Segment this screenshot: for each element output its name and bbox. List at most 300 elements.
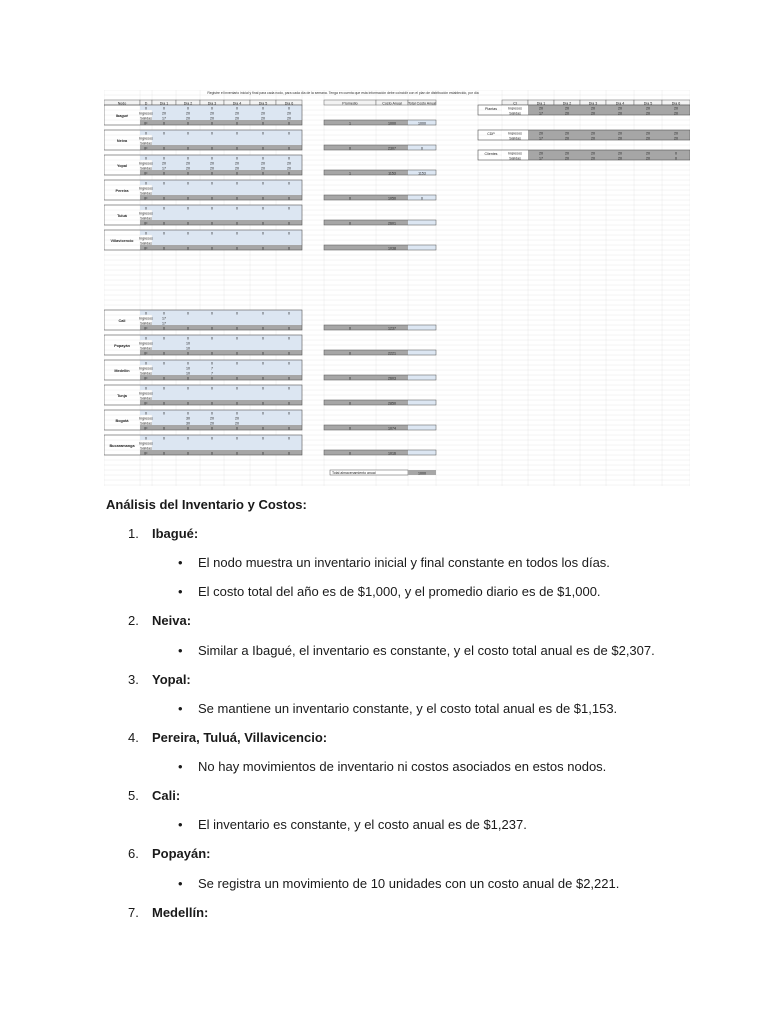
if-value: 0 — [163, 246, 165, 251]
costo-value: 1038 — [388, 246, 396, 251]
day-value: 20 — [261, 111, 265, 116]
item-number: 7. — [128, 905, 139, 920]
zero-day: 0 — [262, 436, 264, 441]
header-label: Día 2 — [183, 101, 193, 106]
right-value: 20 — [591, 136, 595, 141]
row-label: Ingresos — [139, 366, 153, 371]
item-title: Pereira, Tuluá, Villavicencio: — [152, 730, 328, 745]
zero-value: 0 — [145, 131, 147, 136]
total-value: 1000 — [418, 121, 426, 126]
costo-value: 1016 — [388, 451, 396, 456]
row-label: Salidas — [140, 216, 152, 221]
day-value: 20 — [235, 416, 239, 421]
right-value: 0 — [675, 151, 677, 156]
day-value: 20 — [162, 111, 166, 116]
costo-value: 1074 — [388, 426, 396, 431]
row-label: Salidas — [140, 191, 152, 196]
data-row — [152, 395, 302, 400]
header-label: D — [144, 101, 148, 106]
analysis-section — [106, 497, 726, 920]
node-name: Tunja — [117, 394, 127, 398]
bullet-icon: • — [178, 701, 183, 716]
row-label: Ingresos — [139, 136, 153, 141]
item-title: Medellín: — [152, 905, 209, 920]
total-cell — [408, 350, 436, 355]
zero-day: 0 — [187, 206, 189, 211]
right-header-label: Día 3 — [588, 101, 598, 106]
right-value: 20 — [674, 106, 678, 111]
row-label: Salidas — [140, 421, 152, 426]
if-value: 0 — [262, 196, 264, 201]
data-row — [152, 340, 302, 345]
zero-value: 0 — [145, 336, 147, 341]
data-row — [152, 240, 302, 245]
item-title: Neiva: — [152, 613, 192, 628]
zero-day: 0 — [236, 386, 238, 391]
zero-day: 0 — [163, 336, 165, 341]
if-value: 0 — [163, 146, 165, 151]
if-value: 0 — [187, 146, 189, 151]
if-value: 0 — [211, 146, 213, 151]
if-value: 0 — [288, 246, 290, 251]
data-row — [152, 185, 302, 190]
day-value: 20 — [235, 161, 239, 166]
zero-day: 0 — [262, 411, 264, 416]
right-header-label: Día 5 — [643, 101, 653, 106]
right-value: 20 — [591, 111, 595, 116]
zero-day: 0 — [211, 386, 213, 391]
node-name: Cali — [118, 319, 126, 323]
data-row — [152, 160, 302, 165]
right-value: 20 — [674, 136, 678, 141]
right-value: 20 — [646, 131, 650, 136]
total-value: 0 — [421, 196, 423, 201]
if-value: 0 — [262, 246, 264, 251]
day-value: 20 — [287, 116, 291, 121]
if-value: 0 — [236, 221, 238, 226]
zero-value: 0 — [145, 181, 147, 186]
day-value: 7 — [211, 371, 213, 376]
right-value: 20 — [646, 136, 650, 141]
data-row — [152, 115, 302, 120]
header-label: Promedio — [342, 101, 358, 106]
zero-day: 0 — [211, 131, 213, 136]
day-value: 20 — [261, 116, 265, 121]
if-value: 0 — [288, 376, 290, 381]
analysis-heading: Análisis del Inventario y Costos: — [106, 497, 307, 512]
header-label: Nodo — [117, 101, 127, 106]
row-label: Salidas — [140, 141, 152, 146]
if-value: 0 — [236, 196, 238, 201]
zero-day: 0 — [236, 311, 238, 316]
zero-value: 0 — [145, 436, 147, 441]
zero-day: 0 — [288, 311, 290, 316]
data-row — [152, 420, 302, 425]
zero-day: 0 — [211, 361, 213, 366]
if-value: 0 — [187, 326, 189, 331]
bullet-text: El nodo muestra un inventario inicial y final constante en todos los días. — [198, 555, 610, 570]
bullet-text: El inventario es constante, y el costo anual es de $1,237. — [198, 817, 527, 832]
right-value: 20 — [618, 156, 622, 161]
if-value: 0 — [288, 196, 290, 201]
zero-day: 0 — [187, 106, 189, 111]
if-value: 0 — [262, 376, 264, 381]
if-value: 0 — [163, 376, 165, 381]
data-row — [152, 345, 302, 350]
node-name: Neiva — [116, 139, 128, 143]
item-number: 2. — [128, 613, 139, 628]
costo-value: 2850 — [388, 401, 396, 406]
right-value: 20 — [591, 131, 595, 136]
zero-value: 0 — [145, 206, 147, 211]
if-value: 0 — [211, 196, 213, 201]
if-label: IF — [144, 326, 148, 331]
day-value: 20 — [186, 116, 190, 121]
zero-day: 0 — [262, 311, 264, 316]
costo-value: 2307 — [388, 146, 396, 151]
if-value: 0 — [163, 171, 165, 176]
header-label: Día 1 — [159, 101, 169, 106]
row-label: Salidas — [140, 241, 152, 246]
if-value: 0 — [187, 451, 189, 456]
row-label: Salidas — [140, 396, 152, 401]
if-value: 0 — [211, 351, 213, 356]
if-value: 0 — [262, 221, 264, 226]
spreadsheet-image — [104, 90, 690, 491]
if-value: 0 — [236, 326, 238, 331]
total-value: 0 — [421, 146, 423, 151]
spreadsheet-grid — [104, 90, 690, 486]
zero-day: 0 — [288, 436, 290, 441]
zero-row — [152, 410, 302, 415]
if-value: 0 — [262, 326, 264, 331]
day-value: 17 — [162, 116, 166, 121]
total-cell — [408, 220, 436, 225]
zero-row — [152, 385, 302, 390]
if-value: 0 — [288, 426, 290, 431]
zero-day: 0 — [163, 206, 165, 211]
if-value: 0 — [288, 146, 290, 151]
if-value: 0 — [187, 171, 189, 176]
if-value: 0 — [288, 351, 290, 356]
zero-day: 0 — [187, 336, 189, 341]
promedio-value: 0 — [349, 221, 351, 226]
zero-row — [152, 130, 302, 135]
day-value: 20 — [210, 161, 214, 166]
day-value: 20 — [210, 116, 214, 121]
bullet-text: No hay movimientos de inventario ni costos asociados en estos nodos. — [198, 759, 607, 774]
right-block-name: Plantas — [485, 107, 497, 111]
zero-row — [152, 155, 302, 160]
data-row — [152, 110, 302, 115]
if-label: IF — [144, 171, 148, 176]
right-row-label: Salidas — [509, 136, 521, 141]
right-header-label: Día 1 — [536, 101, 546, 106]
right-value: 20 — [565, 156, 569, 161]
zero-day: 0 — [262, 206, 264, 211]
row-label: Ingresos — [139, 161, 153, 166]
zero-day: 0 — [236, 336, 238, 341]
right-value: 20 — [565, 131, 569, 136]
right-value: 20 — [565, 111, 569, 116]
node-name: Bucaramanga — [109, 444, 135, 448]
if-value: 0 — [288, 401, 290, 406]
if-value: 0 — [187, 351, 189, 356]
if-label: IF — [144, 121, 148, 126]
right-header-label: Día 6 — [671, 101, 681, 106]
day-value: 20 — [287, 161, 291, 166]
day-value: 17 — [162, 316, 166, 321]
total-cell — [408, 450, 436, 455]
right-value: 20 — [539, 151, 543, 156]
if-label: IF — [144, 376, 148, 381]
day-value: 10 — [186, 366, 190, 371]
node-name: Bogotá — [115, 419, 129, 423]
row-label: Salidas — [140, 116, 152, 121]
data-row — [152, 320, 302, 325]
if-value: 0 — [163, 121, 165, 126]
if-value: 0 — [262, 426, 264, 431]
row-label: Ingresos — [139, 316, 153, 321]
row-label: Ingresos — [139, 441, 153, 446]
if-label: IF — [144, 401, 148, 406]
data-row — [152, 215, 302, 220]
zero-day: 0 — [187, 156, 189, 161]
bullet-text: Se mantiene un inventario constante, y el costo total anual es de $1,153. — [198, 701, 618, 716]
right-value: 17 — [539, 136, 543, 141]
promedio-value: 0 — [349, 351, 351, 356]
if-value: 0 — [163, 221, 165, 226]
header-label: Día 5 — [258, 101, 268, 106]
costo-value: 2603 — [388, 376, 396, 381]
promedio-cell — [324, 245, 376, 250]
if-value: 0 — [236, 146, 238, 151]
if-value: 0 — [211, 171, 213, 176]
row-label: Salidas — [140, 321, 152, 326]
zero-day: 0 — [163, 131, 165, 136]
day-value: 20 — [235, 116, 239, 121]
zero-day: 0 — [163, 106, 165, 111]
if-value: 0 — [288, 326, 290, 331]
right-value: 17 — [539, 111, 543, 116]
bullet-text: Se registra un movimiento de 10 unidades con un costo anual de $2,221. — [198, 876, 620, 891]
right-value: 20 — [539, 106, 543, 111]
bullet-text: Similar a Ibagué, el inventario es constante, y el costo total anual es de $2,307. — [198, 643, 655, 658]
zero-day: 0 — [262, 336, 264, 341]
costo-value: 2601 — [388, 221, 396, 226]
zero-row — [152, 360, 302, 365]
total-cell — [408, 375, 436, 380]
bullet-icon: • — [178, 759, 183, 774]
if-value: 0 — [187, 221, 189, 226]
if-value: 0 — [187, 121, 189, 126]
node-name: Tuluá — [117, 214, 127, 218]
data-row — [152, 440, 302, 445]
if-value: 0 — [163, 196, 165, 201]
zero-value: 0 — [145, 231, 147, 236]
if-value: 0 — [211, 426, 213, 431]
zero-value: 0 — [145, 106, 147, 111]
zero-day: 0 — [262, 156, 264, 161]
day-value: 20 — [162, 161, 166, 166]
zero-day: 0 — [163, 411, 165, 416]
if-value: 0 — [187, 246, 189, 251]
promedio-value: 1 — [349, 171, 351, 176]
right-row-label: Ingresos — [508, 106, 522, 111]
right-value: 20 — [646, 156, 650, 161]
costo-value: 1153 — [388, 171, 396, 176]
bullet-icon: • — [178, 643, 183, 658]
sheet-title: Registre el inventario inicial y final para cada nodo, para cada día de la semana. Tenga en cuenta que esta información debe coincidir con el plan de distribución establecido, por día — [207, 91, 479, 96]
zero-value: 0 — [145, 386, 147, 391]
costo-value: 1050 — [388, 196, 396, 201]
header-label: Costo Anual — [382, 101, 402, 106]
data-row — [152, 445, 302, 450]
zero-day: 0 — [236, 106, 238, 111]
if-value: 0 — [262, 451, 264, 456]
zero-row — [152, 335, 302, 340]
row-label: Salidas — [140, 166, 152, 171]
row-label: Ingresos — [139, 186, 153, 191]
data-row — [152, 415, 302, 420]
day-value: 10 — [186, 341, 190, 346]
bullet-text: El costo total del año es de $1,000, y el promedio diario es de $1,000. — [198, 584, 601, 599]
row-label: Ingresos — [139, 111, 153, 116]
zero-day: 0 — [187, 436, 189, 441]
day-value: 20 — [261, 161, 265, 166]
if-value: 0 — [211, 246, 213, 251]
bullet-icon: • — [178, 817, 183, 832]
if-label: IF — [144, 246, 148, 251]
day-value: 20 — [287, 166, 291, 171]
zero-day: 0 — [187, 411, 189, 416]
row-label: Ingresos — [139, 416, 153, 421]
item-title: Ibagué: — [152, 526, 199, 541]
right-value: 20 — [618, 151, 622, 156]
total-annual-value: 1000 — [418, 471, 426, 476]
right-value: 20 — [646, 111, 650, 116]
zero-day: 0 — [236, 231, 238, 236]
zero-day: 0 — [262, 106, 264, 111]
row-label: Ingresos — [139, 236, 153, 241]
zero-day: 0 — [211, 311, 213, 316]
costo-value: 1000 — [388, 121, 396, 126]
zero-day: 0 — [187, 386, 189, 391]
zero-day: 0 — [211, 436, 213, 441]
node-name: Ibagué — [115, 114, 129, 118]
zero-day: 0 — [211, 231, 213, 236]
row-label: Ingresos — [139, 391, 153, 396]
item-title: Cali: — [152, 788, 181, 803]
bullet-icon: • — [178, 555, 183, 570]
if-value: 0 — [211, 401, 213, 406]
if-value: 0 — [211, 221, 213, 226]
total-cell — [408, 400, 436, 405]
zero-day: 0 — [288, 131, 290, 136]
bullet-icon: • — [178, 876, 183, 891]
if-value: 0 — [236, 121, 238, 126]
if-value: 0 — [262, 401, 264, 406]
day-value: 20 — [186, 166, 190, 171]
zero-day: 0 — [163, 436, 165, 441]
zero-row — [152, 310, 302, 315]
zero-row — [152, 105, 302, 110]
zero-row — [152, 230, 302, 235]
right-header-label: Día 2 — [562, 101, 572, 106]
zero-day: 0 — [262, 181, 264, 186]
row-label: Salidas — [140, 446, 152, 451]
if-value: 0 — [187, 196, 189, 201]
row-label: Salidas — [140, 371, 152, 376]
header-label: Día 6 — [284, 101, 294, 106]
right-value: 17 — [539, 156, 543, 161]
costo-value: 2221 — [388, 351, 396, 356]
if-value: 0 — [236, 401, 238, 406]
zero-day: 0 — [163, 231, 165, 236]
node-name: Popayán — [114, 344, 130, 348]
zero-day: 0 — [288, 231, 290, 236]
total-label: Total almacenamiento anual — [332, 471, 376, 476]
right-header-label: CI — [513, 101, 517, 106]
header-label: Día 3 — [207, 101, 217, 106]
right-row-label: Salidas — [509, 111, 521, 116]
zero-day: 0 — [163, 361, 165, 366]
data-row — [152, 165, 302, 170]
day-value: 20 — [261, 166, 265, 171]
promedio-value: 0 — [349, 326, 351, 331]
item-number: 4. — [128, 730, 139, 745]
day-value: 30 — [186, 421, 190, 426]
zero-day: 0 — [163, 156, 165, 161]
if-label: IF — [144, 146, 148, 151]
row-label: Salidas — [140, 346, 152, 351]
promedio-value: 0 — [349, 196, 351, 201]
if-label: IF — [144, 351, 148, 356]
data-row — [152, 315, 302, 320]
zero-day: 0 — [236, 181, 238, 186]
zero-value: 0 — [145, 411, 147, 416]
zero-day: 0 — [236, 411, 238, 416]
right-value: 20 — [618, 131, 622, 136]
if-label: IF — [144, 451, 148, 456]
header-label: Total Costo Anual — [408, 101, 436, 106]
total-cell — [408, 325, 436, 330]
if-value: 0 — [288, 121, 290, 126]
zero-day: 0 — [288, 386, 290, 391]
if-label: IF — [144, 426, 148, 431]
zero-day: 0 — [187, 231, 189, 236]
node-name: Yopal — [116, 164, 128, 168]
zero-day: 0 — [187, 181, 189, 186]
if-value: 0 — [288, 451, 290, 456]
promedio-value: 0 — [349, 426, 351, 431]
if-value: 0 — [236, 246, 238, 251]
if-value: 0 — [163, 426, 165, 431]
zero-day: 0 — [211, 411, 213, 416]
zero-row — [152, 435, 302, 440]
zero-day: 0 — [262, 231, 264, 236]
promedio-value: 0 — [349, 376, 351, 381]
zero-day: 0 — [288, 106, 290, 111]
if-value: 0 — [163, 351, 165, 356]
zero-day: 0 — [288, 411, 290, 416]
if-value: 0 — [262, 171, 264, 176]
data-row — [152, 365, 302, 370]
if-value: 0 — [163, 401, 165, 406]
right-block-name: CDP — [487, 132, 495, 136]
if-value: 0 — [187, 401, 189, 406]
item-title: Popayán: — [152, 846, 211, 861]
